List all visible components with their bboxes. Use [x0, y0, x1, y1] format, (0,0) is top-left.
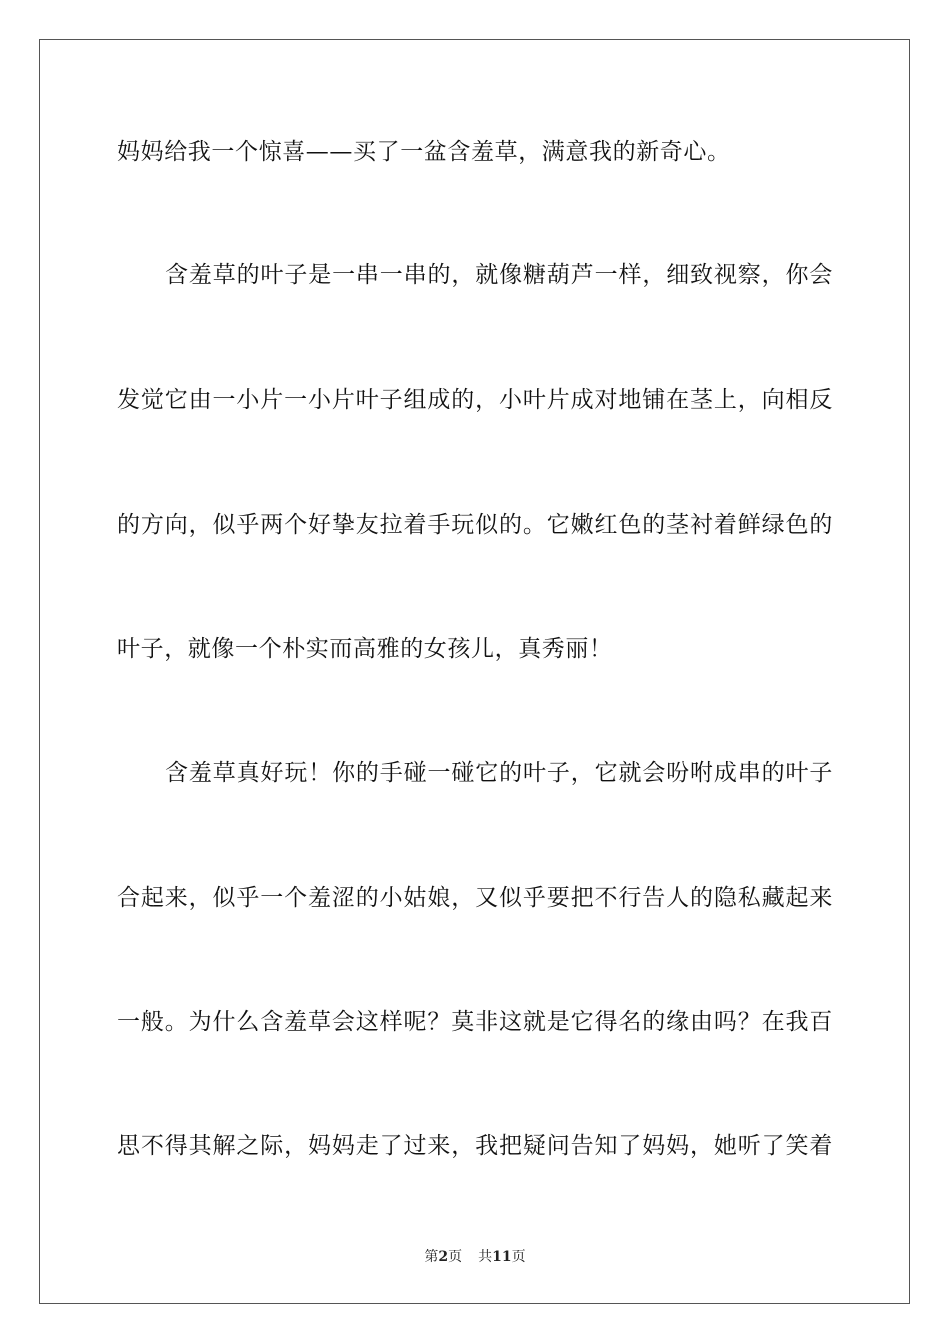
text-line-6: 含羞草真好玩！你的手碰一碰它的叶子，它就会吩咐成串的叶子: [165, 760, 833, 786]
page-border: [39, 39, 910, 1304]
text-line-4: 的方向，似乎两个好挚友拉着手玩似的。它嫩红色的茎衬着鲜绿色的: [117, 512, 833, 538]
page-prefix: 第: [424, 1249, 439, 1265]
text-line-3: 发觉它由一小片一小片叶子组成的，小叶片成对地铺在茎上，向相反: [117, 387, 833, 413]
total-prefix: 共: [478, 1249, 493, 1265]
text-line-9: 思不得其解之际，妈妈走了过来，我把疑问告知了妈妈，她听了笑着: [117, 1133, 833, 1159]
page-suffix: 页: [448, 1249, 463, 1265]
text-line-1: 妈妈给我一个惊喜——买了一盆含羞草，满意我的新奇心。: [117, 139, 731, 165]
text-line-5: 叶子，就像一个朴实而高雅的女孩儿，真秀丽！: [117, 636, 613, 662]
total-pages: 11: [492, 1249, 512, 1265]
page-number: 2: [438, 1249, 449, 1265]
text-line-2: 含羞草的叶子是一串一串的，就像糖葫芦一样，细致视察，你会: [165, 262, 833, 288]
total-suffix: 页: [511, 1249, 526, 1265]
text-line-7: 合起来，似乎一个羞涩的小姑娘，又似乎要把不行告人的隐私藏起来: [117, 885, 833, 911]
text-line-8: 一般。为什么含羞草会这样呢？莫非这就是它得名的缘由吗？在我百: [117, 1009, 833, 1035]
page-footer: [0, 1248, 950, 1266]
